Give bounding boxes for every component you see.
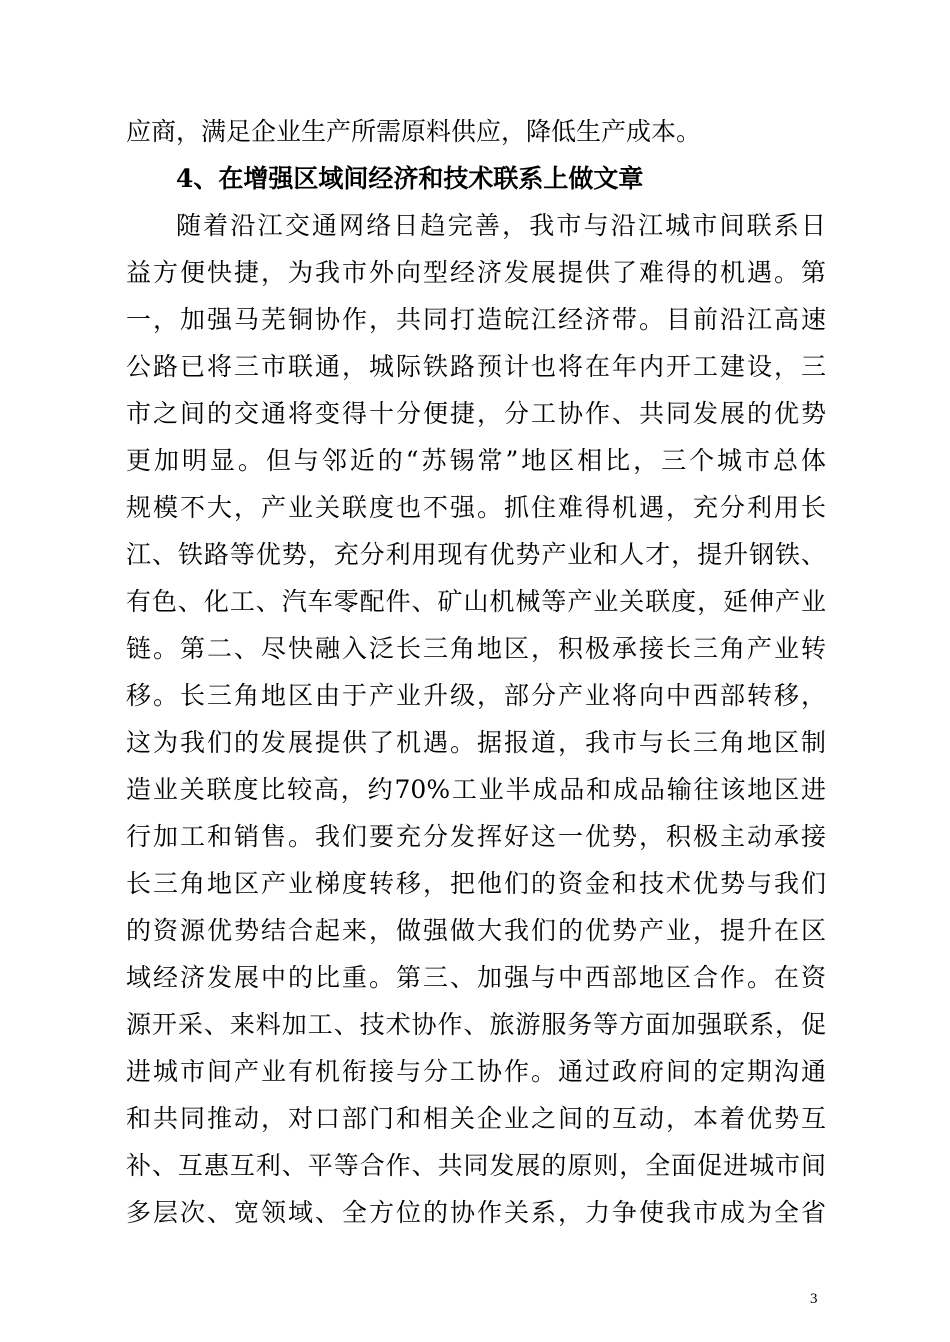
text-line-10: 有色、化工、汽车零配件、矿山机械等产业关联度，延伸产业 (126, 587, 826, 616)
text-line-8: 规模不大，产业关联度也不强。抓住难得机遇，充分利用长 (126, 493, 826, 522)
text-line-2: 随着沿江交通网络日趋完善，我市与沿江城市间联系日 (176, 211, 826, 240)
text-line-20: 进城市间产业有机衔接与分工协作。通过政府间的定期沟通 (126, 1057, 826, 1086)
text-line-7: 更加明显。但与邻近的“苏锡常”地区相比，三个城市总体 (126, 446, 826, 475)
text-line-3: 益方便快捷，为我市外向型经济发展提供了难得的机遇。第 (126, 258, 826, 287)
text-line-21: 和共同推动，对口部门和相关企业之间的互动，本着优势互 (126, 1104, 826, 1133)
text-line-15: 行加工和销售。我们要充分发挥好这一优势，积极主动承接 (126, 822, 826, 851)
text-line-19: 源开采、来料加工、技术协作、旅游服务等方面加强联系，促 (126, 1010, 826, 1039)
text-line-17: 的资源优势结合起来，做强做大我们的优势产业，提升在区 (126, 916, 826, 945)
text-line-14: 造业关联度比较高，约70%工业半成品和成品输往该地区进 (126, 775, 826, 804)
text-line-1: 应商，满足企业生产所需原料供应，降低生产成本。 (126, 117, 702, 146)
text-line-16: 长三角地区产业梯度转移，把他们的资金和技术优势与我们 (126, 869, 826, 898)
text-line-11: 链。第二、尽快融入泛长三角地区，积极承接长三角产业转 (126, 634, 826, 663)
text-line-6: 市之间的交通将变得十分便捷，分工协作、共同发展的优势 (126, 399, 826, 428)
text-line-13: 这为我们的发展提供了机遇。据报道，我市与长三角地区制 (126, 728, 826, 757)
text-line-23: 多层次、宽领域、全方位的协作关系，力争使我市成为全省 (126, 1198, 826, 1227)
text-line-5: 公路已将三市联通，城际铁路预计也将在年内开工建设，三 (126, 352, 826, 381)
text-line-18: 域经济发展中的比重。第三、加强与中西部地区合作。在资 (126, 963, 826, 992)
text-line-12: 移。长三角地区由于产业升级，部分产业将向中西部转移， (126, 681, 826, 710)
text-line-9: 江、铁路等优势，充分利用现有优势产业和人才，提升钢铁、 (126, 540, 826, 569)
text-line-4: 一，加强马芜铜协作，共同打造皖江经济带。目前沿江高速 (126, 305, 826, 334)
text-line-22: 补、互惠互利、平等合作、共同发展的原则，全面促进城市间 (126, 1151, 826, 1180)
section-heading: 4、在增强区域间经济和技术联系上做文章 (176, 164, 644, 193)
page-number: 3 (810, 1291, 818, 1307)
